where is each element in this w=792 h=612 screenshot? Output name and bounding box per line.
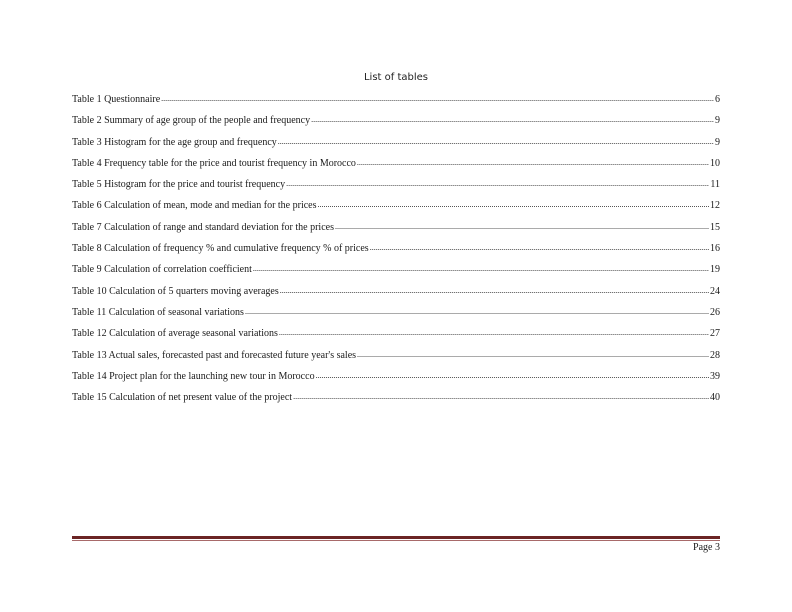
toc-entry-page: 39 <box>710 370 720 382</box>
toc-dot-leader <box>279 326 709 340</box>
toc-entry-page: 15 <box>710 221 720 233</box>
toc-entry-4[interactable] <box>72 157 720 178</box>
toc-dot-leader <box>278 135 714 149</box>
toc-entry-13[interactable] <box>72 349 720 370</box>
toc-entry-9[interactable] <box>72 263 720 284</box>
toc-entry-page: 16 <box>710 243 720 255</box>
toc-entry-7[interactable] <box>72 221 720 242</box>
toc-entry-11[interactable] <box>72 306 720 327</box>
toc-dot-leader <box>357 348 709 362</box>
toc-dot-leader <box>245 305 709 319</box>
toc-entry-page: 10 <box>710 157 720 169</box>
toc-entry-page: 27 <box>710 328 720 340</box>
toc-entry-label: Table 5 Histogram for the price and tourist frequency <box>72 179 286 191</box>
toc-entry-label: Table 14 Project plan for the launching new tour in Morocco <box>72 370 315 382</box>
toc-entry-12[interactable] <box>72 327 720 348</box>
toc-dot-leader <box>316 369 709 383</box>
toc-entry-label: Table 15 Calculation of net present value of the project <box>72 392 293 404</box>
toc-entry-8[interactable] <box>72 242 720 263</box>
toc-entry-2[interactable] <box>72 114 720 135</box>
toc-entry-label: Table 2 Summary of age group of the people and frequency <box>72 115 311 127</box>
toc-dot-leader <box>311 113 714 127</box>
toc-dot-leader <box>293 390 709 404</box>
toc-entry-label: Table 6 Calculation of mean, mode and median for the prices <box>72 200 317 212</box>
toc-entry-page: 28 <box>710 349 720 361</box>
toc-entry-6[interactable] <box>72 199 720 220</box>
toc-dot-leader <box>161 92 714 106</box>
toc-dot-leader <box>253 262 709 276</box>
toc-entry-3[interactable] <box>72 136 720 157</box>
toc-entry-label: Table 9 Calculation of correlation coefficient <box>72 264 252 276</box>
toc-entry-label: Table 12 Calculation of average seasonal variations <box>72 328 278 340</box>
footer-divider <box>72 536 720 539</box>
toc-entry-label: Table 8 Calculation of frequency % and cumulative frequency % of prices <box>72 243 369 255</box>
table-of-contents-list <box>72 93 720 412</box>
toc-entry-page: 26 <box>710 306 720 318</box>
toc-entry-page: 6 <box>715 94 720 105</box>
toc-entry-label: Table 10 Calculation of 5 quarters moving averages <box>72 285 279 297</box>
toc-entry-label: Table 4 Frequency table for the price and tourist frequency in Morocco <box>72 157 356 169</box>
toc-entry-label: Table 11 Calculation of seasonal variations <box>72 306 244 318</box>
toc-entry-10[interactable] <box>72 285 720 306</box>
toc-entry-label: Table 7 Calculation of range and standard deviation for the prices <box>72 221 334 233</box>
toc-entry-14[interactable] <box>72 370 720 391</box>
toc-entry-page: 11 <box>710 179 720 191</box>
toc-entry-page: 19 <box>710 264 720 276</box>
list-of-tables-heading: List of tables <box>363 72 428 83</box>
footer-divider-thin <box>72 540 720 541</box>
toc-dot-leader <box>335 220 709 234</box>
toc-entry-15[interactable] <box>72 391 720 412</box>
toc-entry-label: Table 1 Questionnaire <box>72 94 161 105</box>
toc-entry-page: 40 <box>710 392 720 404</box>
toc-entry-page: 24 <box>710 285 720 297</box>
toc-dot-leader <box>286 177 709 191</box>
toc-dot-leader <box>370 241 709 255</box>
toc-entry-page: 12 <box>710 200 720 212</box>
toc-dot-leader <box>280 284 709 298</box>
toc-entry-5[interactable] <box>72 178 720 199</box>
toc-entry-page: 9 <box>715 136 720 148</box>
toc-entry-label: Table 3 Histogram for the age group and frequency <box>72 136 277 148</box>
toc-entry-page: 9 <box>715 115 720 127</box>
toc-entry-1[interactable] <box>72 93 720 114</box>
page-number: Page 3 <box>693 542 720 553</box>
toc-dot-leader <box>318 198 710 212</box>
toc-entry-label: Table 13 Actual sales, forecasted past and forecasted future year's sales <box>72 349 357 361</box>
toc-dot-leader <box>357 156 709 170</box>
